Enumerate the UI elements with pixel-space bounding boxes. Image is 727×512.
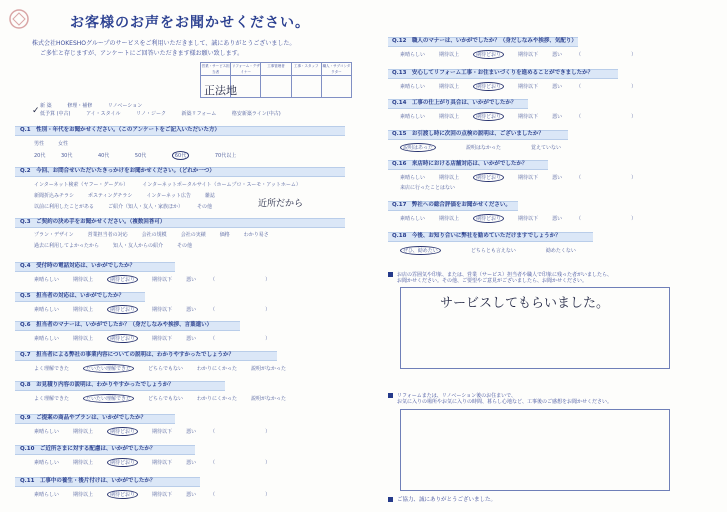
rating-option[interactable]: 悪い xyxy=(552,216,563,222)
q1-label: Q.1 性別・年代をお聞かせください。（このアンケートをご記入いただいた方） xyxy=(20,127,221,133)
option[interactable]: ご紹介（知人・友人・家族ほか） xyxy=(108,204,184,210)
rating-option-circled[interactable]: 期待どおり xyxy=(473,214,504,223)
square-bullet-icon xyxy=(388,272,393,277)
rating-option-circled[interactable]: 期待どおり xyxy=(107,427,138,436)
comment1-prompt xyxy=(388,272,612,284)
checkbox-option[interactable]: リノベーション xyxy=(107,103,143,109)
paren: （ xyxy=(576,216,582,222)
checkbox-option[interactable]: 修理・補修 xyxy=(67,103,93,109)
rating-option-circled[interactable]: 期待どおり xyxy=(107,334,138,343)
paren: （ xyxy=(576,175,582,181)
checkbox-option[interactable]: リノ・ジーク xyxy=(136,111,166,117)
q7-label: Q.7 担当者による弊社の事業内容についての説明は、わかりやすかったでしょうか？ xyxy=(20,352,234,358)
rating-option[interactable]: 期待以下 xyxy=(518,84,539,90)
paren: （ xyxy=(210,492,216,498)
q11-label: Q.11 工事中の養生・後片付けは、いかがでしたか？ xyxy=(20,478,156,484)
rating-option[interactable]: 期待以下 xyxy=(518,114,539,120)
rating-option[interactable]: 素晴らしい xyxy=(34,307,60,313)
option[interactable]: 営業担当者の対応 xyxy=(87,232,128,238)
q13-label: Q.13 安心してリフォーム工事・お住まいづくりを進めることができましたか？ xyxy=(392,70,594,76)
paren: （ xyxy=(210,460,216,466)
handwritten-staff-name: 正法地 xyxy=(204,84,237,97)
comment2-textarea[interactable] xyxy=(400,409,670,491)
q15-label: Q.15 お引渡し時に次回の点検の説明は、ございましたか？ xyxy=(392,131,544,137)
q5-label: Q.5 担当者の対応は、いかがでしたか？ xyxy=(20,293,125,299)
option[interactable]: よく理解できた xyxy=(34,396,70,402)
option[interactable]: 価格 xyxy=(219,232,230,238)
paren: （ xyxy=(210,307,216,313)
rating-option[interactable]: 悪い xyxy=(186,492,197,498)
rating-option[interactable]: 悪い xyxy=(186,460,197,466)
option[interactable]: 50代 xyxy=(134,153,147,159)
rating-option[interactable]: 素晴らしい xyxy=(34,336,60,342)
rating-option[interactable]: 期待以上 xyxy=(73,307,94,313)
option[interactable]: どちらとも言えない xyxy=(470,248,516,254)
q14-label: Q.14 工事の仕上がり具合は、いかがでしたか？ xyxy=(392,100,517,106)
option[interactable]: わかりにくかった xyxy=(196,396,237,402)
option[interactable]: 雑誌 xyxy=(204,193,215,199)
table-header: 工事・スタッフ xyxy=(292,63,322,75)
rating-option[interactable]: 悪い xyxy=(552,114,563,120)
option[interactable]: 以前に利用したことがある xyxy=(34,204,95,210)
rating-option[interactable]: 期待以下 xyxy=(518,175,539,181)
rating-option[interactable]: 期待以上 xyxy=(73,429,94,435)
q12-label: Q.12 職人のマナーは、いかがでしたか？（身だしなみや挨拶、気配り） xyxy=(392,38,577,44)
checkbox-option[interactable]: アイ・スタイル xyxy=(86,111,121,117)
option[interactable]: 女性 xyxy=(58,141,69,147)
handwritten-comment1: サービスしてもらいました。 xyxy=(440,296,610,311)
paren: ） xyxy=(631,175,637,181)
paren: （ xyxy=(576,114,582,120)
paren: ） xyxy=(265,307,271,313)
rating-row xyxy=(400,214,650,223)
comment1-prompt-line2: お聞かせください。その他、ご要望やご意見がございましたら、お聞かせください。 xyxy=(397,278,588,284)
checkbox-option[interactable]: 低予算 (中古) xyxy=(40,111,71,117)
q17-label: Q.17 弊社への総合評価をお聞かせください。 xyxy=(392,202,511,208)
paren: ） xyxy=(631,52,637,58)
rating-row xyxy=(400,173,650,182)
rating-option[interactable]: 期待以下 xyxy=(152,429,173,435)
paren: （ xyxy=(210,429,216,435)
paren: （ xyxy=(576,52,582,58)
rating-option[interactable]: 期待以上 xyxy=(439,84,460,90)
table-header: 営業・サービス担当者 xyxy=(201,64,230,74)
option[interactable]: どちらでもない xyxy=(148,366,183,372)
checkbox-option[interactable]: 新 築 xyxy=(40,103,52,109)
rating-option[interactable]: 期待以上 xyxy=(73,277,94,283)
option[interactable]: プラン・デザイン xyxy=(34,232,74,238)
option[interactable]: 知人・友人からの紹介 xyxy=(113,243,164,249)
q6-label: Q.6 担当者のマナーは、いかがでしたか？（身だしなみや挨拶、言葉遣い） xyxy=(20,322,213,328)
rating-option[interactable]: 素晴らしい xyxy=(34,277,60,283)
option[interactable]: どちらでもない xyxy=(148,396,183,402)
paren: ） xyxy=(265,429,271,435)
option[interactable]: 勧めたくない xyxy=(545,248,576,254)
option[interactable]: インターネット広告 xyxy=(146,193,191,199)
rating-option-circled[interactable]: 期待どおり xyxy=(473,173,504,182)
option[interactable]: 説明がなかった xyxy=(251,366,287,372)
rating-option[interactable]: 期待以下 xyxy=(152,460,173,466)
checkbox-option[interactable]: 格安新築ライン(中古) xyxy=(231,111,281,117)
rating-option[interactable]: 素晴らしい xyxy=(400,216,426,222)
rating-option[interactable]: 期待以上 xyxy=(73,492,94,498)
comment2-prompt-line1: リフォームまたは、リノベーション後のお住まいで、 xyxy=(397,393,517,399)
paren: ） xyxy=(265,336,271,342)
intro-company: 株式会社HOKESHOグループのサービスをご利用いただきまして、誠にありがとうございました。 xyxy=(32,40,296,47)
rating-option[interactable]: 悪い xyxy=(552,175,563,181)
option[interactable]: 説明がなかった xyxy=(251,396,287,402)
option-circled[interactable]: 説明はあった xyxy=(400,143,436,152)
option[interactable]: その他 xyxy=(177,243,193,249)
rating-row xyxy=(34,334,284,343)
paren: （ xyxy=(210,277,216,283)
paren: ） xyxy=(631,216,637,222)
rating-row xyxy=(400,50,650,59)
table-header: 職人・サブコンダクター xyxy=(322,64,351,74)
footer-thanks-text: ご協力、誠にありがとうございました。 xyxy=(397,497,497,503)
page-title: お客様のお声をお聞かせください。 xyxy=(70,15,310,31)
service-checkbox-row-1 xyxy=(40,102,156,109)
option[interactable]: 新聞折込みチラシ xyxy=(34,193,75,199)
rating-option-circled[interactable]: 期待どおり xyxy=(107,275,138,284)
rating-option-circled[interactable]: 期待どおり xyxy=(107,490,138,499)
rating-option[interactable]: 悪い xyxy=(186,429,197,435)
paren: ） xyxy=(631,84,637,90)
checkbox-option[interactable]: 新築リフォーム xyxy=(181,111,217,117)
rating-row xyxy=(34,458,284,467)
q18-label: Q.18 今後、お知り合いに弊社を勧めていただけますでしょうか？ xyxy=(392,233,561,239)
handwritten-q2-other: 近所だから xyxy=(258,199,304,209)
rating-option[interactable]: 期待以下 xyxy=(518,52,539,58)
paren: ） xyxy=(631,114,637,120)
rating-option[interactable]: 期待以下 xyxy=(152,307,173,313)
rating-row xyxy=(34,427,284,436)
rating-option[interactable]: 素晴らしい xyxy=(34,492,60,498)
table-header: リフォーム・デザイナー xyxy=(231,64,260,74)
rating-option[interactable]: 期待以上 xyxy=(439,175,460,181)
option-circled[interactable]: だいたい理解できた xyxy=(83,394,134,403)
option[interactable]: 覚えていない xyxy=(530,145,561,151)
option[interactable]: 会社の実績 xyxy=(180,232,206,238)
q2-label: Q.2 今回、お問合せいただいたきっかけをお聞かせください。（どれか一つ） xyxy=(20,168,215,174)
q16-label: Q.16 来店時における店舗対応は、いかがでしたか？ xyxy=(392,161,528,167)
option[interactable]: その他 xyxy=(197,204,213,210)
paren: ） xyxy=(265,277,271,283)
rating-option[interactable]: 素晴らしい xyxy=(400,84,426,90)
table-header: 工事管理者 xyxy=(261,63,291,75)
rating-row xyxy=(34,490,284,499)
comment2-prompt-line2: お気に入りの場所やお気に入りの時間、暮らし心地など、工事後のご感想をお聞かせください。 xyxy=(397,399,613,405)
option[interactable]: 説明はなかった xyxy=(465,145,501,151)
rating-option[interactable]: 素晴らしい xyxy=(400,52,426,58)
paren: （ xyxy=(210,336,216,342)
paren: ） xyxy=(265,460,271,466)
square-bullet-icon xyxy=(388,393,393,398)
rating-row xyxy=(400,112,650,121)
rating-option[interactable]: 素晴らしい xyxy=(400,175,426,181)
option[interactable]: よく理解できた xyxy=(34,366,70,372)
option[interactable]: 過去に利用してよかったから xyxy=(34,243,100,249)
rating-option[interactable]: 素晴らしい xyxy=(34,429,60,435)
comment1-prompt-line1: お店の雰囲気や印象、または、営業（サービス）担当者や職人で印象に残った者がいましたら、 xyxy=(397,272,613,278)
rating-option-circled[interactable]: 期待どおり xyxy=(473,50,504,59)
q16-no-visit[interactable]: 来店に行ったことはない xyxy=(400,185,456,191)
option-circled[interactable]: ぜひ、勧めたい xyxy=(400,246,441,255)
option[interactable]: 70代以上 xyxy=(214,153,237,159)
option-circled[interactable]: だいたい理解できた xyxy=(83,364,134,373)
option[interactable]: 20代 xyxy=(34,153,46,159)
comment2-prompt xyxy=(388,393,612,405)
footer-thanks xyxy=(388,497,496,503)
option[interactable]: 会社の規模 xyxy=(141,232,167,238)
rating-row xyxy=(400,82,650,91)
rating-option[interactable]: 期待以上 xyxy=(73,460,94,466)
rating-option[interactable]: 期待以下 xyxy=(152,492,173,498)
rating-option-circled[interactable]: 期待どおり xyxy=(473,112,504,121)
rating-option[interactable]: 悪い xyxy=(186,336,197,342)
check-mark-icon: ✓ xyxy=(32,106,40,116)
rating-option[interactable]: 期待以上 xyxy=(439,114,460,120)
q3-label: Q.3 ご契約の決め手をお聞かせください。（複数回答可） xyxy=(20,219,166,225)
rating-option-circled[interactable]: 期待どおり xyxy=(107,458,138,467)
service-checkbox-row-2 xyxy=(40,110,295,117)
rating-row xyxy=(34,275,284,284)
paren: （ xyxy=(576,84,582,90)
option[interactable]: 40代 xyxy=(97,153,110,159)
rating-option[interactable]: 期待以上 xyxy=(439,216,460,222)
rating-option[interactable]: 悪い xyxy=(186,277,197,283)
rating-option[interactable]: 期待以上 xyxy=(439,52,460,58)
rating-option-circled[interactable]: 期待どおり xyxy=(107,305,138,314)
option[interactable]: 男性 xyxy=(34,141,45,147)
rating-row xyxy=(34,305,284,314)
rating-option[interactable]: 悪い xyxy=(552,52,563,58)
option-circled[interactable]: 60代 xyxy=(172,151,189,160)
intro-request: ご多忙と存じますが、アンケートにご回答いただきます様お願い致します。 xyxy=(40,50,244,57)
rating-option[interactable]: 悪い xyxy=(552,84,563,90)
rating-option[interactable]: 悪い xyxy=(186,307,197,313)
q10-label: Q.10 ご近所さまに対する配慮は、いかがでしたか？ xyxy=(20,446,156,452)
rating-option[interactable]: 素晴らしい xyxy=(34,460,60,466)
paren: ） xyxy=(265,492,271,498)
rating-option[interactable]: 期待以下 xyxy=(518,216,539,222)
square-bullet-icon xyxy=(388,497,393,502)
q4-label: Q.4 受付時の電話対応は、いかがでしたか？ xyxy=(20,263,136,269)
option[interactable]: インターネットポータルサイト（ホームプロ・スーモ・アットホーム） xyxy=(142,182,301,188)
option[interactable]: 30代 xyxy=(60,153,73,159)
rating-option[interactable]: 期待以上 xyxy=(73,336,94,342)
rating-option-circled[interactable]: 期待どおり xyxy=(473,82,504,91)
rating-option[interactable]: 期待以下 xyxy=(152,336,173,342)
logo-mark xyxy=(7,8,31,30)
rating-option[interactable]: 期待以下 xyxy=(152,277,173,283)
q8-label: Q.8 お見積り内容の説明は、わかりやすかったでしょうか？ xyxy=(20,382,174,388)
q9-label: Q.9 ご提案の商品やプランは、いかがでしたか？ xyxy=(20,415,147,421)
option[interactable]: ポスティングチラシ xyxy=(88,193,133,199)
option[interactable]: インターネット検索（ヤフー・グーグル） xyxy=(34,182,129,188)
option[interactable]: わかりにくかった xyxy=(196,366,237,372)
rating-option[interactable]: 素晴らしい xyxy=(400,114,426,120)
option[interactable]: わかり易さ xyxy=(243,232,269,238)
